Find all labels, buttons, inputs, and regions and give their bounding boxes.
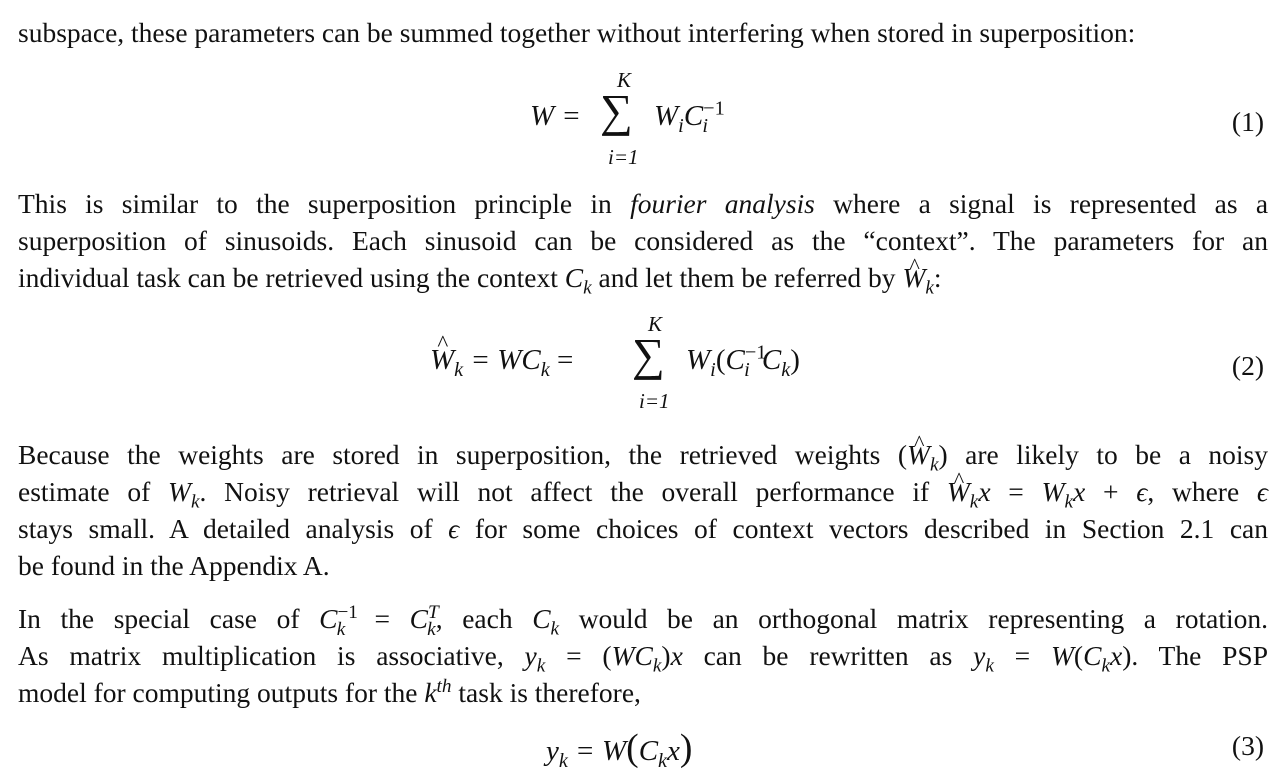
- emphasis-fourier-analysis: fourier analysis: [630, 188, 815, 219]
- paragraph-3-line-4: be found in the Appendix A.: [18, 550, 330, 581]
- paragraph-2-line-1: This is similar to the superposition principle in fourier analysis where a signal is represented as a: [18, 188, 1269, 219]
- paragraph-3-line-2: estimate of $W_k$. Noisy retrieval will not affect the overall performance if ^ $W_kx = W_kx + \epsilon$, where ϵ: [18, 473, 1268, 510]
- paragraph-3-line-1: Because the weights are stored in superposition, the retrieved weights (^ $W_k$) are likely to be a noisy: [18, 436, 1268, 473]
- paragraph-1: [18, 14, 1268, 51]
- paragraph-4-line-2: As matrix multiplication is associative, $y_k = (WC_k)x$ can be rewritten as $y_k = W(C_kx)$. The PSP: [18, 640, 1269, 677]
- paragraph-2-line-3: individual task can be retrieved using the context $C_k$ and let them be referred by ^ $W_k$:: [18, 259, 1268, 296]
- eq2-lhs: ^ $W_k = WC_k$ =: [430, 344, 573, 377]
- eq1-upper-limit: K: [617, 68, 632, 92]
- paragraph-2-line-2: superposition of sinusoids. Each sinusoid can be considered as the “context”. The parameters for an: [18, 225, 1268, 256]
- eq1-number: (1): [1231, 106, 1264, 137]
- eq2-sum-symbol: ∑: [632, 329, 665, 380]
- paragraph-3-line-3: stays small. A detailed analysis of ϵ for some choices of context vectors described in Section 2.1 can: [18, 513, 1268, 544]
- eq3-body: $y_k = W(C_kx)$: [546, 727, 693, 772]
- eq2-term: $W_i(C^{-1}_i$ $C_k$): [686, 341, 800, 381]
- eq2-number: (2): [1231, 350, 1264, 381]
- paragraph-4-line-3: model for computing outputs for the $k^{th}$ task is therefore,: [18, 675, 641, 708]
- paragraph-3: [18, 436, 1268, 584]
- eq2-lower-limit: i=1: [639, 389, 670, 413]
- eq1-sum-symbol: ∑: [600, 85, 633, 136]
- paragraph-4-line-1: In the special case of $C^{-1}_k = C^T_k$, each $C_k$ would be an orthogonal matrix representing a rotation.: [18, 601, 1269, 640]
- paragraph-1-line-1: subspace, these parameters can be summed together without interfering when stored in superposition:: [18, 17, 1136, 48]
- eq1-lhs: W =: [530, 100, 581, 132]
- eq1-lower-limit: i=1: [608, 145, 639, 169]
- eq2-upper-limit: K: [648, 312, 663, 336]
- eq1-body: [530, 100, 581, 133]
- paragraph-4: [18, 600, 1268, 711]
- paragraph-2: [18, 185, 1269, 299]
- eq3-number: (3): [1231, 730, 1264, 761]
- eq1-term: $W_iC^{-1}_i$: [654, 97, 725, 137]
